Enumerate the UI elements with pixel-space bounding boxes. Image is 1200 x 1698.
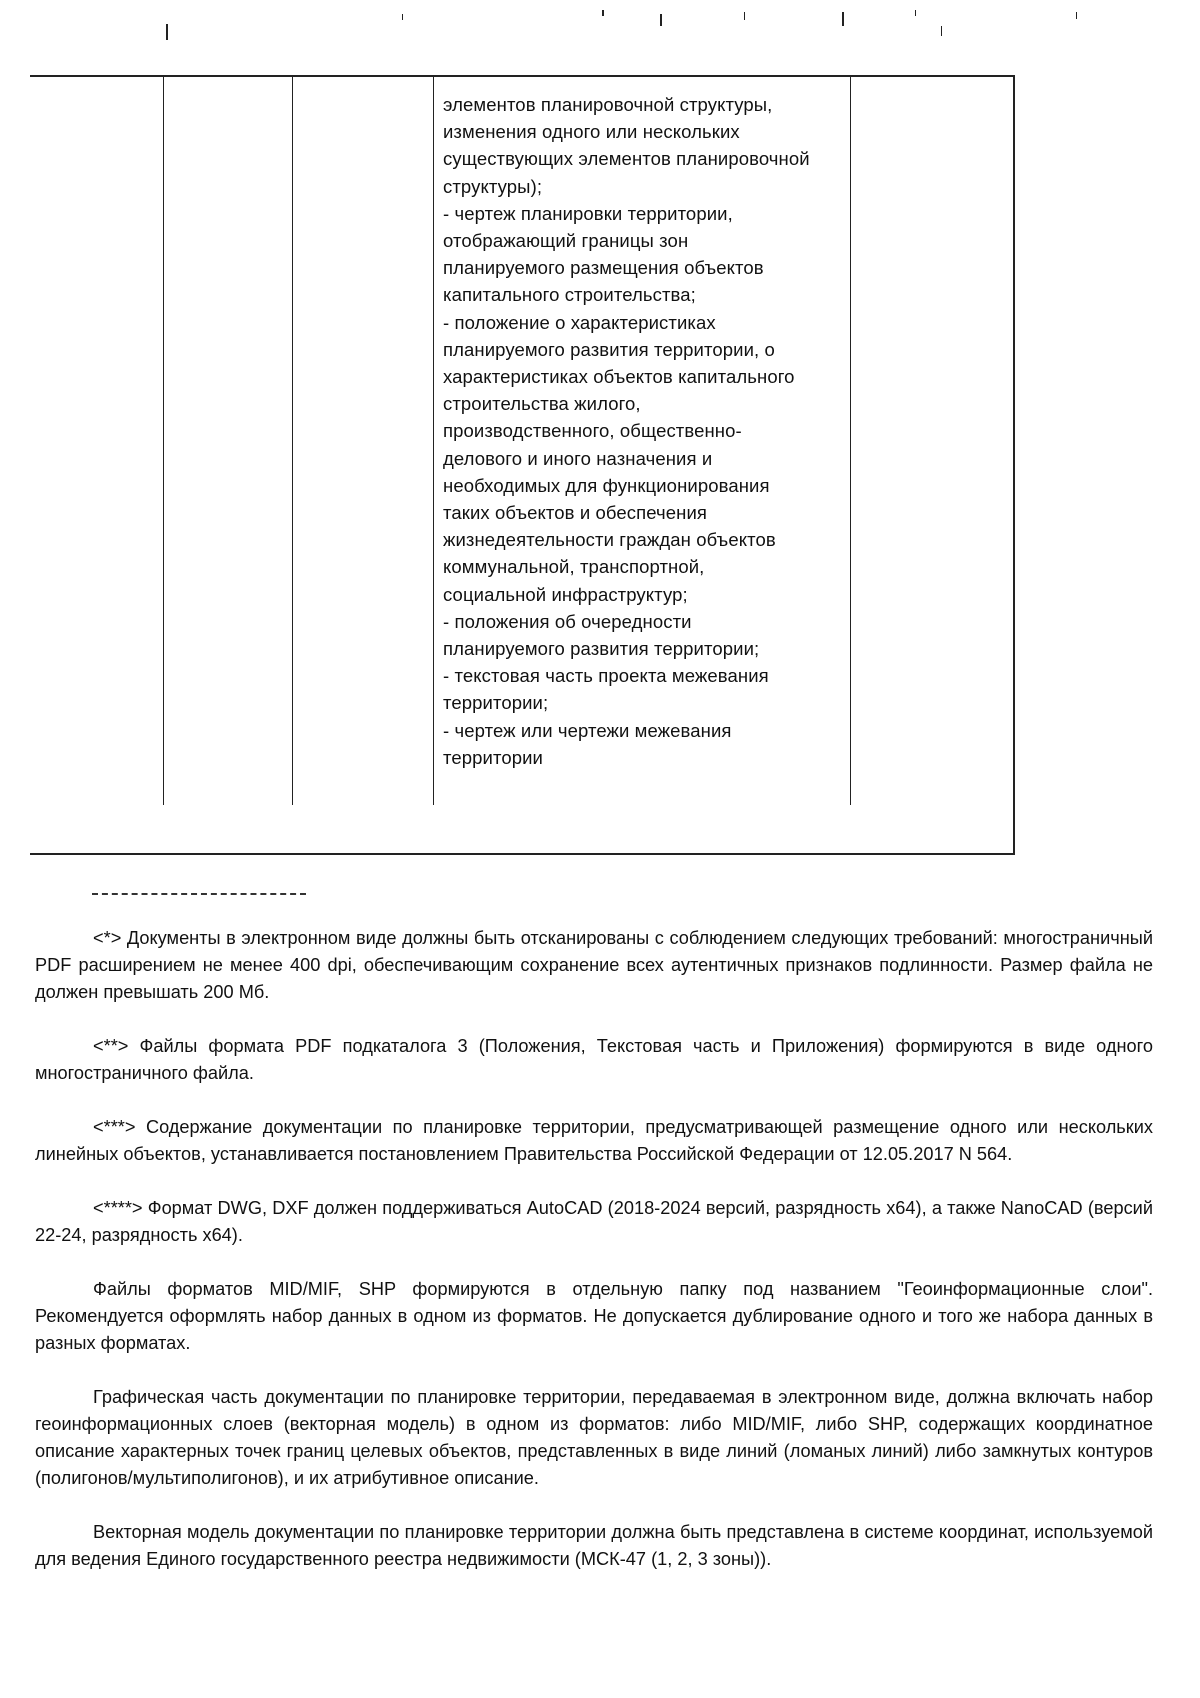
cell-line: планируемого развития территории, о — [443, 338, 775, 360]
paragraph-vector-model: Векторная модель документации по планировке территории должна быть представлена в системе координат, используемой для ведения Единого государственного реестра недвижимости (МСК-47 (1, 2, 3 зоны)). — [35, 1522, 1153, 1569]
scan-speck — [744, 12, 745, 20]
cell-line: структуры); — [443, 175, 543, 197]
scan-speck — [915, 10, 916, 16]
cell-line: - текстовая часть проекта межевания — [443, 665, 769, 687]
paragraph-gis-layers: Файлы форматов MID/MIF, SHP формируются в отдельную папку под названием "Геоинформационные слои". Рекомендуется оформлять набор данных в одном из форматов. Не допускается дублирование одного и того же набора данных в разных форматах. — [35, 1279, 1153, 1353]
scan-speck — [166, 24, 168, 40]
cell-line: - чертеж планировки территории, — [443, 202, 733, 224]
cell-line: производственного, общественно- — [443, 420, 742, 442]
cell-line: отображающий границы зон — [443, 230, 689, 252]
cell-line: элементов планировочной структуры, — [443, 94, 773, 115]
footnote-separator — [92, 893, 306, 895]
cell-line: жизнедеятельности граждан объектов — [443, 529, 776, 551]
scan-speck — [660, 14, 662, 26]
cell-line: изменения одного или нескольких — [443, 121, 740, 143]
requirements-table-fragment — [30, 75, 1015, 855]
cell-line: характеристиках объектов капитального — [443, 366, 795, 388]
footnote-2: <**> Файлы формата PDF подкаталога 3 (Положения, Текстовая часть и Приложения) формируются в виде одного многостраничного файла. — [35, 1036, 1153, 1083]
cell-line: - положение о характеристиках — [443, 311, 716, 333]
footnote-4: <****> Формат DWG, DXF должен поддерживаться AutoCAD (2018-2024 версий, разрядность х64), а также NanoCAD (версий 22-24, разрядность х64). — [35, 1198, 1153, 1245]
cell-line: - чертеж или чертежи межевания — [443, 719, 732, 741]
cell-line: - положения об очередности — [443, 610, 692, 632]
cell-line: капитального строительства; — [443, 284, 696, 306]
scan-speck — [402, 14, 403, 20]
scan-speck — [842, 12, 844, 26]
footnote-1: <*> Документы в электронном виде должны быть отсканированы с соблюдением следующих требований: многостраничный PDF расширением не менее 400 dpi, обеспечивающим сохранение всех аутентичных признаков подлинности. Размер файла не должен превышать 200 Мб. — [35, 928, 1153, 1002]
cell-line: социальной инфраструктур; — [443, 583, 688, 605]
table-column-divider — [163, 77, 164, 805]
scan-speck — [1076, 12, 1077, 19]
cell-line: территории — [443, 746, 543, 768]
table-column-divider — [292, 77, 293, 805]
paragraph-graphic-part: Графическая часть документации по планировке территории, передаваемая в электронном виде, должна включать набор геоинформационных слоев (векторная модель) в одном из форматов: либо MID/MIF, либо SHP, содержащих координатное описание характерных точек границ целевых объектов, представленных в виде линий (ломаных линий) либо замкнутых контуров (полигонов/мультиполигонов), и их атрибутивное описание. — [35, 1387, 1153, 1488]
cell-line: делового и иного назначения и — [443, 447, 713, 469]
table-column-divider — [433, 77, 434, 805]
cell-line: планируемого размещения объектов — [443, 257, 764, 279]
cell-line: коммунальной, транспортной, — [443, 556, 705, 578]
table-cell-documentation-contents — [443, 91, 883, 771]
cell-line: территории; — [443, 692, 549, 714]
footnotes-section — [35, 925, 1153, 1600]
cell-line: таких объектов и обеспечения — [443, 502, 707, 524]
footnote-3: <***> Содержание документации по планировке территории, предусматривающей размещение одного или нескольких линейных объектов, устанавливается постановлением Правительства Российской Федерации от 12.05.2017 N 564. — [35, 1117, 1153, 1164]
scan-speck — [602, 10, 604, 16]
cell-line: существующих элементов планировочной — [443, 148, 810, 170]
cell-line: планируемого развития территории; — [443, 638, 760, 660]
cell-line: строительства жилого, — [443, 393, 641, 415]
scan-speck — [941, 26, 942, 36]
cell-line: необходимых для функционирования — [443, 474, 770, 496]
